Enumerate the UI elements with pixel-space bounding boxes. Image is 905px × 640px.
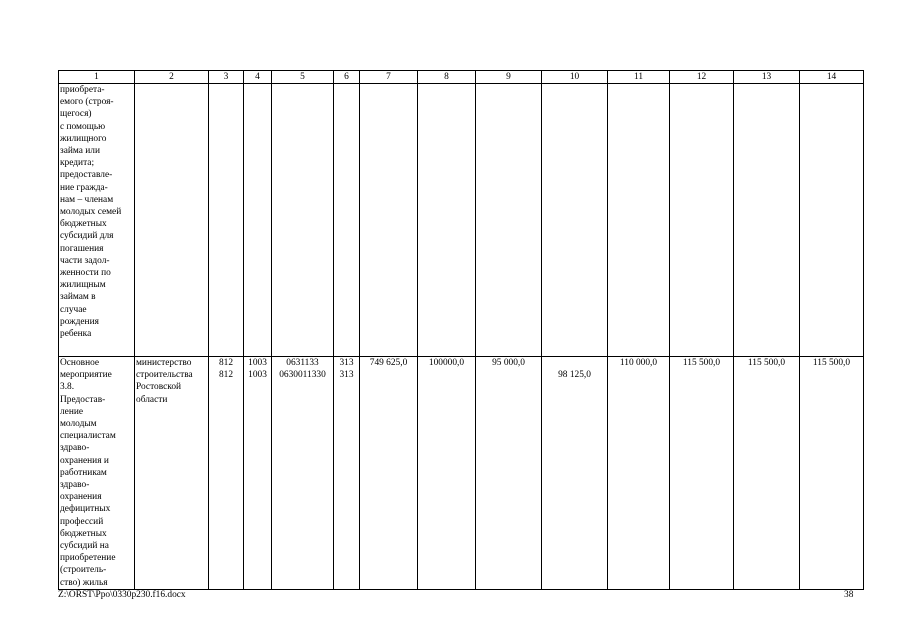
page-number: 38 (844, 590, 854, 600)
text-line: ство) жилья (60, 577, 108, 588)
text-line: 812 (218, 370, 234, 381)
text-line: Предостав- (60, 394, 106, 405)
text-line: здраво- (60, 480, 90, 491)
column-header: 13 (734, 71, 800, 84)
amount-cell: 100000,0 (418, 357, 476, 590)
empty-cell (476, 84, 542, 357)
empty-cell (608, 84, 670, 357)
text-line: с помощью (60, 121, 106, 132)
column-header: 9 (476, 71, 542, 84)
amount-cell: 110 000,0 (608, 357, 670, 590)
text-line: кредита; (60, 158, 95, 169)
text-line: 1003 (248, 370, 267, 381)
empty-cell (272, 84, 334, 357)
footer-file-path: Z:\ORST\Ppo\0330p230.f16.docx (58, 590, 186, 600)
text-line: женности по (60, 268, 111, 279)
text-line: емого (строя- (60, 97, 114, 108)
vr-code-cell (334, 357, 360, 590)
column-header: 10 (542, 71, 608, 84)
column-header: 6 (334, 71, 360, 84)
text-line: жилищным (60, 280, 106, 291)
budget-table (58, 70, 864, 590)
text-line: 313 (339, 370, 354, 381)
text-line: приобретение (60, 553, 116, 564)
rzpr-code-cell (244, 357, 272, 590)
text-line: 812 (218, 358, 234, 368)
empty-cell (209, 84, 244, 357)
text-line: приобрета- (60, 85, 105, 95)
text-line: 98 125,0 (558, 370, 591, 380)
empty-cell (135, 84, 209, 357)
column-header: 14 (800, 71, 864, 84)
header-row (59, 71, 864, 84)
text-line: специалистам (60, 431, 116, 442)
empty-cell (670, 84, 734, 357)
empty-cell (418, 84, 476, 357)
text-line: Ростовской (136, 382, 182, 393)
activity-description-cell (59, 84, 135, 357)
empty-cell (244, 84, 272, 357)
column-header: 7 (360, 71, 418, 84)
executor-cell (135, 357, 209, 590)
empty-cell (734, 84, 800, 357)
table-row (59, 84, 864, 357)
column-header: 4 (244, 71, 272, 84)
text-line: рождения (60, 316, 99, 327)
amount-cell (542, 357, 608, 590)
text-line: Основное (60, 358, 100, 368)
text-line: ние гражда- (60, 182, 108, 193)
text-line: части задол- (60, 255, 110, 266)
empty-cell (542, 84, 608, 357)
text-line: (строитель- (60, 565, 107, 576)
text-line: области (136, 394, 168, 405)
grbs-code-cell (209, 357, 244, 590)
text-line: 1003 (248, 358, 267, 368)
column-header: 5 (272, 71, 334, 84)
activity-description-cell (59, 357, 135, 590)
column-header: 1 (59, 71, 135, 84)
text-line: жилищного (60, 133, 107, 144)
column-header: 11 (608, 71, 670, 84)
text-line: работникам (60, 467, 107, 478)
text-line: дефицитных (60, 504, 111, 515)
text-line: 0630011330 (279, 370, 326, 381)
text-line: 0631133 (286, 358, 319, 368)
text-line: молодых семей (60, 207, 122, 218)
amount-cell: 115 500,0 (670, 357, 734, 590)
text-line: профессий (60, 516, 104, 527)
column-header: 12 (670, 71, 734, 84)
text-line: здраво- (60, 443, 90, 454)
text-line: погашения (60, 243, 104, 254)
text-line: случае (60, 304, 87, 315)
text-line: молодым (60, 419, 97, 430)
spacer (543, 357, 606, 369)
text-line: охранения (60, 492, 102, 503)
column-header: 2 (135, 71, 209, 84)
text-line: бюджетных (60, 528, 107, 539)
text-line: займам в (60, 292, 96, 303)
text-line: предоставле- (60, 170, 113, 181)
amount-cell: 749 625,0 (360, 357, 418, 590)
column-header: 8 (418, 71, 476, 84)
text-line: щегося) (60, 109, 92, 120)
text-line: ребенка (60, 329, 92, 340)
text-line: ление (60, 406, 84, 417)
text-line: бюджетных (60, 219, 107, 230)
csr-code-cell (272, 357, 334, 590)
text-line: 3.8. (60, 382, 75, 393)
text-line: охранения и (60, 455, 109, 466)
empty-cell (360, 84, 418, 357)
text-line: субсидий для (60, 231, 114, 242)
text-line: министерство (136, 358, 192, 368)
empty-cell (334, 84, 360, 357)
text-line: субсидий на (60, 541, 109, 552)
text-line: мероприятие (60, 370, 112, 381)
text-line: 313 (339, 358, 354, 368)
text-line: нам – членам (60, 194, 114, 205)
amount-cell: 115 500,0 (800, 357, 864, 590)
column-header: 3 (209, 71, 244, 84)
amount-cell: 95 000,0 (476, 357, 542, 590)
empty-cell (800, 84, 864, 357)
table-row (59, 357, 864, 590)
amount-cell: 115 500,0 (734, 357, 800, 590)
text-line: строительства (136, 370, 193, 381)
text-line: займа или (60, 146, 100, 157)
